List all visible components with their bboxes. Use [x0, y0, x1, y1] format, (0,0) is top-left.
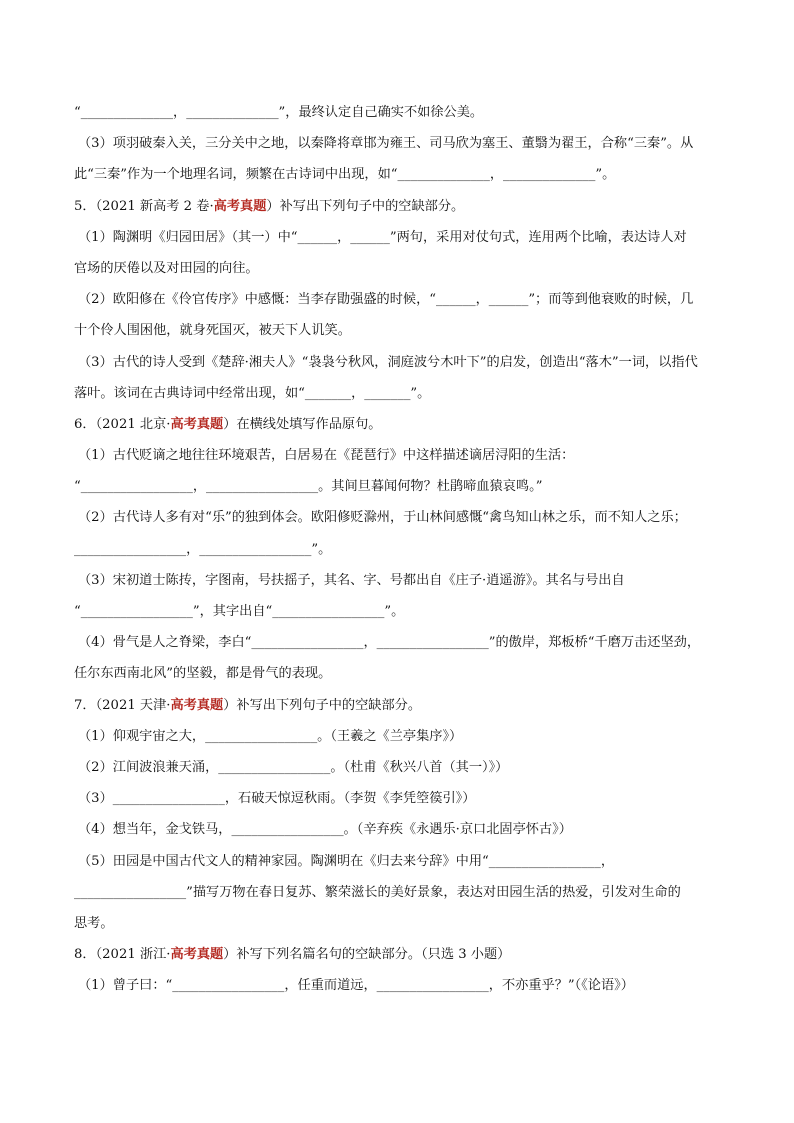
line [74, 316, 724, 347]
source-tag: 高考真题 [213, 198, 267, 214]
question-source: 7．（2021 天津· [74, 697, 171, 713]
line-text: （2）欧阳修在《伶官传序》中感慨：当李存勖强盛的时候，“______，______”；而等到他衰败的时候，几 [78, 292, 694, 308]
question-source: 5．（2021 新高考 2 卷· [74, 198, 214, 214]
document-page [74, 98, 724, 1002]
line-text: （3）_________________，石破天惊逗秋雨。（李贺《李凭箜篌引》） [78, 791, 476, 807]
question-instruction: ）补写下列名篇名句的空缺部分。（只选 3 小题） [223, 947, 511, 963]
line-text: 任尔东西南北风”的坚毅，都是骨气的表现。 [74, 666, 332, 682]
line-text: “______________，______________”，最终认定自己确实不如徐公美。 [74, 105, 484, 120]
line [74, 535, 724, 566]
line [74, 223, 724, 254]
line-text: _________________，_________________”。 [74, 541, 332, 557]
line [74, 753, 724, 784]
line [74, 659, 724, 690]
line-text: 官场的厌倦以及对田园的向往。 [74, 260, 259, 276]
line [74, 815, 724, 846]
line [74, 722, 724, 753]
line-text: （1）仰观宇宙之大，_________________。（王羲之《兰亭集序》） [78, 728, 463, 744]
line [74, 847, 724, 878]
question-header [74, 410, 724, 441]
line [74, 348, 724, 379]
line [74, 784, 724, 815]
line-text: （4）骨气是人之脊梁，李白“_________________，_________________”的傲岸，郑板桥“千磨万击还坚劲， [78, 635, 701, 651]
line-text: 落叶。该词在古典诗词中经常出现，如“_______，_______”。 [74, 385, 431, 401]
line [74, 472, 724, 503]
line [74, 98, 724, 129]
line-text: 十个伶人围困他，就身死国灭，被天下人讥笑。 [74, 323, 351, 339]
line-text: （3）宋初道士陈抟，字图南，号扶摇子，其名、字、号都出自《庄子·逍遥游》。其名与号出自 [78, 572, 625, 588]
question-instruction: ）补写出下列句子中的空缺部分。 [223, 697, 422, 713]
line [74, 441, 724, 472]
source-tag: 高考真题 [170, 416, 224, 432]
line-text: （3）古代的诗人受到《楚辞·湘夫人》“袅袅兮秋风，洞庭波兮木叶下”的启发，创造出“落木”一词，以指代 [78, 354, 698, 370]
line [74, 597, 724, 628]
line-text: （2）古代诗人多有对“乐”的独到体会。欧阳修贬滁州，于山林间感慨“禽鸟知山林之乐，而不知人之乐； [78, 510, 687, 526]
line-text: （1）陶渊明《归园田居》（其一）中“______，______”两句，采用对仗句式，连用两个比喻，表达诗人对 [78, 229, 687, 245]
source-tag: 高考真题 [170, 947, 224, 963]
line [74, 160, 724, 191]
question-header [74, 940, 724, 971]
line [74, 971, 724, 1002]
line-text: （2）江间波浪兼天涌，_________________。（杜甫《秋兴八首（其一）》） [78, 759, 509, 775]
question-header [74, 691, 724, 722]
question-instruction: ）补写出下列句子中的空缺部分。 [266, 198, 465, 214]
line [74, 878, 724, 909]
question-header [74, 192, 724, 223]
line-text: （3）项羽破秦入关，三分关中之地，以秦降将章邯为雍王、司马欣为塞王、董翳为翟王，合称“三秦”。从 [78, 136, 694, 152]
line [74, 285, 724, 316]
question-source: 8．（2021 浙江· [74, 947, 171, 963]
line-text: （4）想当年，金戈铁马，_________________。（辛弃疾《永遇乐·京口北固亭怀古》） [78, 822, 572, 838]
line-text: 此“三秦”作为一个地理名词，频繁在古诗词中出现，如“______________，______________”。 [74, 167, 616, 183]
line [74, 909, 724, 940]
line-text: “_________________”，其字出自“_________________”。 [74, 604, 405, 619]
line-text: （5）田园是中国古代文人的精神家园。陶渊明在《归去来兮辞》中用“_________________， [78, 853, 615, 869]
question-source: 6．（2021 北京· [74, 416, 171, 432]
source-tag: 高考真题 [170, 697, 224, 713]
line-text: _________________”描写万物在春日复苏、繁荣滋长的美好景象，表达对田园生活的热爱，引发对生命的 [74, 884, 681, 900]
line-text: “_________________，_________________。其间旦暮闻何物？杜鹃啼血猿哀鸣。” [74, 479, 543, 495]
line-text: （1）曾子曰：“_________________，任重而道远，_________________，不亦重乎？”（《论语》） [78, 978, 634, 994]
line [74, 503, 724, 534]
line [74, 379, 724, 410]
line [74, 254, 724, 285]
line [74, 566, 724, 597]
line [74, 129, 724, 160]
line-text: （1）古代贬谪之地往往环境艰苦，白居易在《琵琶行》中这样描述谪居浔阳的生活： [78, 448, 575, 464]
line [74, 628, 724, 659]
line-text: 思考。 [74, 915, 114, 931]
question-instruction: ）在横线处填写作品原句。 [223, 416, 382, 432]
